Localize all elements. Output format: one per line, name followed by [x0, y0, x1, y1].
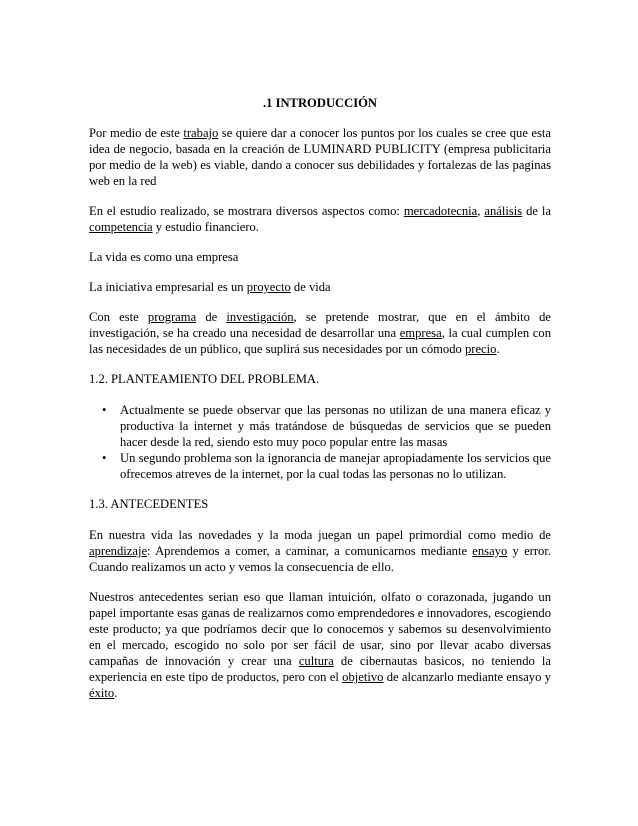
- link-trabajo[interactable]: trabajo: [183, 126, 219, 140]
- list-item: • Actualmente se puede observar que las personas no utilizan de una manera eficaz y productiva la internet y más tratándose de búsquedas de servicios que se pueden hacer desde la red, siendo esto muy poco popular entre las masas: [102, 403, 551, 449]
- link-ensayo[interactable]: ensayo: [472, 544, 508, 558]
- problem-list: [89, 402, 551, 482]
- link-empresa[interactable]: empresa: [399, 326, 442, 340]
- page-title: .1 INTRODUCCIÓN: [262, 96, 378, 110]
- document-body: [89, 95, 551, 715]
- antecedentes-paragraph-2: Nuestros antecedentes serian eso que llaman intuición, olfato o corazonada, jugando un papel importante esas ganas de realizarnos como emprendedores e innovadores, escogiendo este producto; ya que podríamos decir que lo conocemos y sabemos su desenvolvimiento en el mercado, escogido no solo por ser fácil de usar, sino por llevar acabo diversas campañas de innovación y crear una cultura de cibernautas basicos, no teniendo la experiencia en este tipo de productos, pero con el objetivo de alcanzarlo mediante ensayo y éxito.: [89, 590, 551, 700]
- bullet-icon: •: [102, 403, 107, 417]
- intro-paragraph-5: Con este programa de investigación, se pretende mostrar, que en el ámbito de investigación, se ha creado una necesidad de desarrollar una empresa, la cual cumplen con las necesidades de un público, que suplirá sus necesidades por un cómodo precio.: [89, 310, 551, 356]
- link-objetivo[interactable]: objetivo: [342, 670, 384, 684]
- section-heading-antecedentes: 1.3. ANTECEDENTES: [89, 497, 209, 511]
- section-heading-planteamiento: 1.2. PLANTEAMIENTO DEL PROBLEMA.: [89, 372, 320, 386]
- intro-paragraph-1: Por medio de este trabajo se quiere dar a conocer los puntos por los cuales se cree que esta idea de negocio, basada en la creación de LUMINARD PUBLICITY (empresa publicitaria por medio de la web) es viable, dando a conocer sus debilidades y fortalezas de las paginas web en la red: [89, 126, 551, 188]
- link-precio[interactable]: precio: [464, 342, 497, 356]
- intro-paragraph-4: La iniciativa empresarial es un proyecto de vida: [89, 280, 331, 294]
- bullet-icon: •: [102, 451, 107, 465]
- intro-paragraph-2: En el estudio realizado, se mostrara diversos aspectos como: mercadotecnia, análisis de la competencia y estudio financiero.: [89, 204, 551, 234]
- link-competencia[interactable]: competencia: [89, 220, 153, 234]
- link-aprendizaje[interactable]: aprendizaje: [89, 544, 148, 558]
- list-item: • Un segundo problema son la ignorancia de manejar apropiadamente los servicios que ofrecemos atreves de la internet, por la cual todas las personas no lo utilizan.: [102, 451, 551, 481]
- antecedentes-paragraph-1: En nuestra vida las novedades y la moda juegan un papel primordial como medio de aprendizaje: Aprendemos a comer, a caminar, a comunicarnos mediante ensayo y error. Cuando realizamos un acto y vemos la consecuencia de ello.: [89, 528, 551, 574]
- intro-paragraph-3: La vida es como una empresa: [89, 250, 239, 264]
- link-exito[interactable]: éxito: [89, 686, 115, 700]
- link-programa[interactable]: programa: [147, 310, 197, 324]
- link-proyecto[interactable]: proyecto: [246, 280, 291, 294]
- link-mercadotecnia[interactable]: mercadotecnia: [403, 204, 478, 218]
- link-analisis[interactable]: análisis: [484, 204, 523, 218]
- link-cultura[interactable]: cultura: [298, 654, 334, 668]
- link-investigacion[interactable]: investigación: [226, 310, 294, 324]
